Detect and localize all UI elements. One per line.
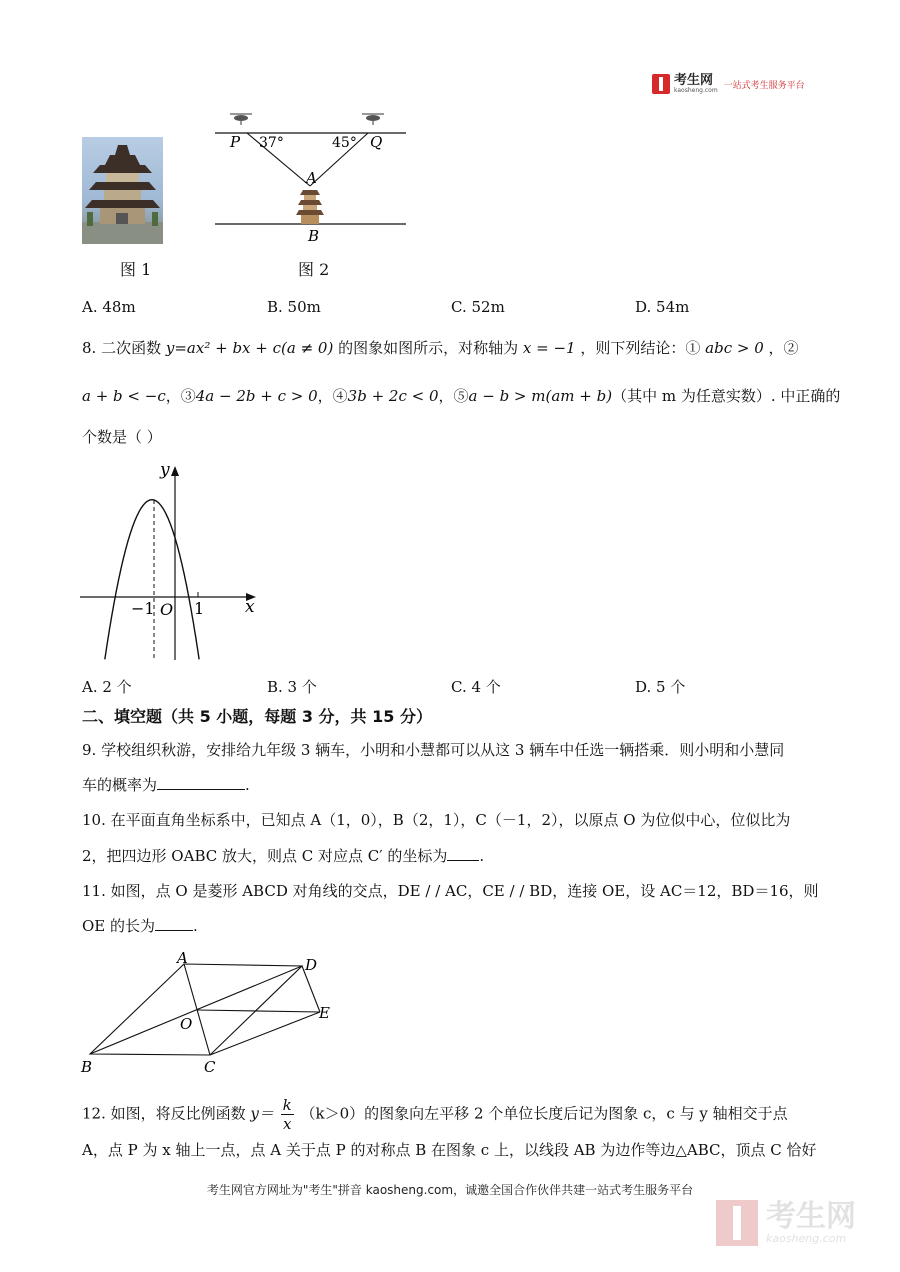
watermark-name: 考生网: [766, 1198, 856, 1234]
page-footer: 考生网官方网址为"考生"拼音 kaosheng.com，诚邀全国合作伙伴共建一站式考生服务平台: [206, 1183, 694, 1197]
label-d: D: [305, 956, 318, 974]
q7-option-a: A. 48m: [82, 298, 136, 316]
q8-line2-suffix: （其中 m 为任意实数）. 中正确的: [612, 387, 841, 405]
label-p: P: [230, 133, 241, 151]
q12-fraction: [281, 1096, 294, 1133]
q7-option-b: B. 50m: [267, 298, 321, 316]
q9-text: 车的概率为: [82, 776, 158, 794]
q8-sep4: ，④: [317, 387, 348, 405]
q8-suffix: ，则下列结论：①: [580, 339, 701, 357]
header-slogan: 一站式考生服务平台: [723, 80, 805, 91]
q11-answer-blank[interactable]: [155, 916, 193, 931]
q10-text: 2，把四边形 OABC 放大，则点 C 对应点 C′ 的坐标为: [82, 847, 448, 865]
q7-option-d: D. 54m: [635, 298, 690, 316]
tower-drawing-icon: [82, 137, 163, 244]
q8-conclusion-5: a − b > m(am + b): [468, 387, 613, 405]
watermark-text: [766, 1198, 856, 1245]
figure2-diagram: [210, 108, 415, 248]
q8-line1: [82, 336, 830, 360]
segment-ce: [210, 1012, 320, 1055]
diagonal-bd: [90, 966, 302, 1054]
q10-end: .: [479, 847, 485, 865]
label-e: E: [319, 1004, 330, 1022]
segment-oe: [197, 1010, 320, 1012]
q9-answer-blank[interactable]: [157, 775, 245, 790]
q8-sep3: ，③: [165, 387, 196, 405]
q8-prefix: 8. 二次函数: [82, 339, 162, 357]
q8-conclusion-3: 4a − 2b + c > 0: [195, 387, 318, 405]
tower-small-icon: [296, 190, 324, 224]
label-b: B: [81, 1058, 93, 1076]
q8-option-d: D. 5 个: [635, 678, 686, 696]
q12-frac-den: x: [282, 1115, 292, 1133]
section2-title: 二、填空题（共 5 小题，每题 3 分，共 15 分）: [82, 707, 432, 726]
q8-sep1: ，②: [768, 339, 799, 357]
y-axis-arrow-icon: [171, 466, 179, 476]
x-label: x: [245, 597, 255, 617]
angle-37: 37°: [259, 135, 284, 151]
y-label: y: [160, 460, 170, 480]
logo-domain: kaosheng.com: [674, 86, 718, 94]
parabola-curve: [105, 500, 199, 660]
q12-line2: A，点 P 为 x 轴上一点，点 A 关于点 P 的对称点 B 在图象 c 上，以线段 AB 为边作等边△ABC，顶点 C 恰好: [82, 1141, 817, 1159]
q12-condition: （k＞0）的图象向左平移 2 个单位长度后记为图象 c，c 与 y 轴相交于点: [300, 1104, 788, 1123]
q12-line1: [82, 1096, 830, 1133]
figure2-caption: 图 2: [298, 260, 330, 279]
watermark-domain: kaosheng.com: [766, 1231, 847, 1245]
q10-line1: 10. 在平面直角坐标系中，已知点 A（1，0），B（2，1），C（－1，2），以原点 O 为位似中心，位似比为: [82, 811, 791, 829]
q11-text: OE 的长为: [82, 917, 156, 935]
label-b: B: [308, 227, 320, 245]
label-a: A: [306, 169, 317, 187]
q8-conclusion-4: 3b + 2c < 0: [347, 387, 439, 405]
q12-func-y: y＝: [250, 1104, 274, 1123]
q8-axis: x = −1: [522, 339, 576, 357]
logo-text: [674, 72, 718, 94]
q8-mid: 的图象如图所示，对称轴为: [338, 339, 519, 357]
q11-end: .: [193, 917, 198, 935]
logo-name: 考生网: [674, 72, 714, 88]
q12-frac-num: k: [282, 1096, 292, 1114]
q8-parabola-graph: [80, 460, 270, 665]
q11-line2: [82, 914, 830, 938]
q9-end: .: [245, 776, 250, 794]
q7-option-c: C. 52m: [451, 298, 505, 316]
q11-rhombus-figure: [78, 948, 343, 1076]
q8-function: y=ax² + bx + c(a ≠ 0): [165, 339, 334, 357]
watermark: [716, 1200, 856, 1246]
label-c: C: [204, 1058, 216, 1076]
q8-line2: [82, 384, 841, 408]
q10-answer-blank[interactable]: [447, 846, 479, 861]
q8-sep5: ，⑤: [438, 387, 469, 405]
q8-option-b: B. 3 个: [267, 678, 317, 696]
q8-conclusion-1: abc > 0: [705, 339, 764, 357]
q11-line1: 11. 如图，点 O 是菱形 ABCD 对角线的交点，DE / / AC，CE / / BD，连接 OE，设 AC＝12，BD＝16，则: [82, 882, 819, 900]
label-o: O: [180, 1015, 193, 1033]
label-q: Q: [370, 133, 383, 151]
drone-q-icon: [362, 114, 384, 125]
q9-line1: 9. 学校组织秋游，安排给九年级 3 辆车，小明和小慧都可以从这 3 辆车中任选一辆搭乘．则小明和小慧同: [82, 741, 785, 759]
figure1-caption: 图 1: [120, 260, 152, 279]
tick-label-1: 1: [194, 599, 205, 618]
tower-photo: [82, 137, 163, 244]
drone-p-icon: [230, 114, 252, 125]
q8-conclusion-2: a + b < −c: [82, 387, 166, 405]
q12-prefix: 12. 如图，将反比例函数: [82, 1104, 246, 1123]
origin-label: O: [160, 600, 174, 619]
q8-option-a: A. 2 个: [82, 678, 132, 696]
label-a: A: [177, 949, 188, 967]
angle-45: 45°: [332, 135, 357, 151]
watermark-logo-icon: [716, 1200, 758, 1246]
header-logo: [652, 72, 805, 96]
q9-line2: [82, 773, 830, 797]
q8-line3: 个数是（ ）: [82, 428, 162, 446]
tick-label-neg1: −1: [131, 599, 155, 618]
q8-option-c: C. 4 个: [451, 678, 501, 696]
brand-logo-icon: [652, 74, 670, 94]
q10-line2: [82, 844, 830, 868]
